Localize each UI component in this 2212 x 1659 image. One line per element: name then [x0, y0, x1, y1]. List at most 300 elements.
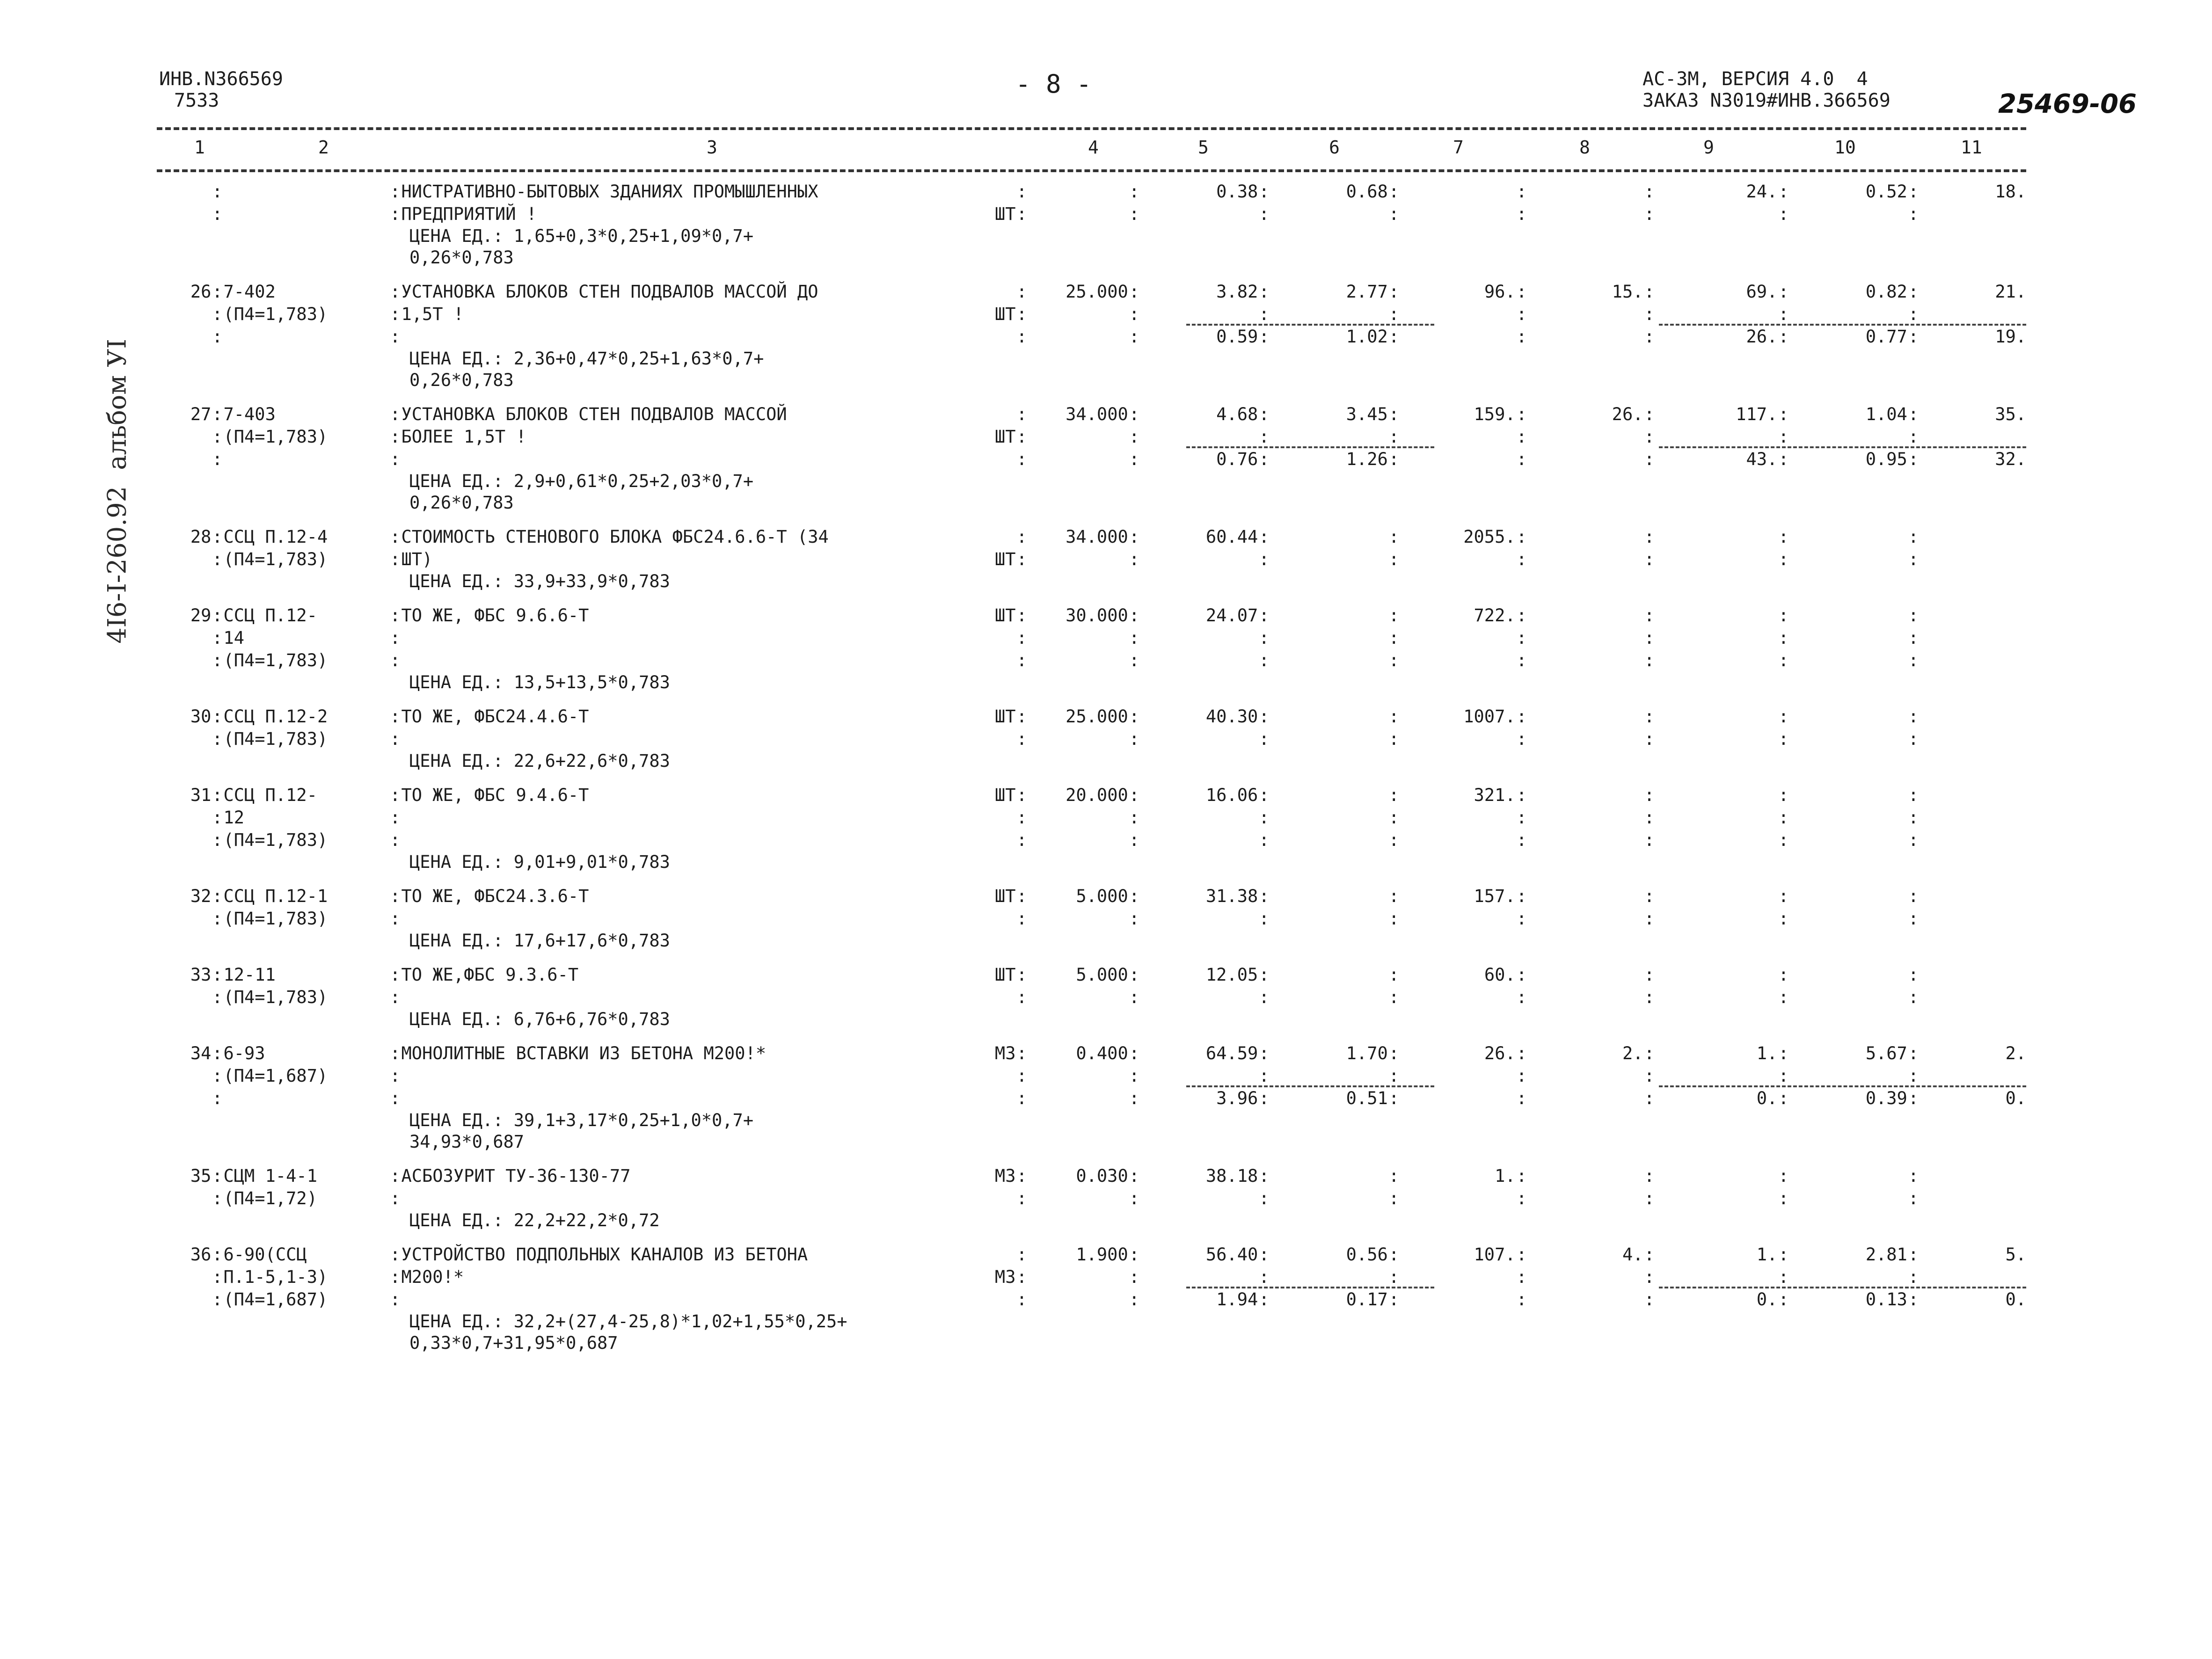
work-description: [401, 829, 981, 851]
column-separator: :: [390, 449, 401, 469]
value-col-7: [1400, 1087, 1516, 1110]
column-separator: :: [1778, 785, 1789, 805]
norm-code: 14: [223, 628, 245, 648]
column-separator: :: [212, 987, 223, 1007]
value-col-5: [1140, 203, 1258, 226]
column-separator: :: [1129, 204, 1139, 224]
column-separator: :: [1016, 1088, 1027, 1108]
norm-code: [223, 326, 389, 348]
value-col-10: 0.13: [1865, 1289, 1907, 1310]
column-separator: :: [1129, 327, 1139, 347]
table-row-line: [157, 829, 2026, 851]
column-separator: :: [1259, 605, 1270, 626]
top-rule: [157, 127, 2026, 130]
column-separator: :: [1016, 1289, 1027, 1310]
row-number: 27: [190, 404, 212, 424]
value-col-8: [1528, 526, 1643, 548]
value-col-5: 4.68: [1216, 404, 1258, 424]
column-separator: :: [1016, 1267, 1027, 1287]
column-header-10: 10: [1834, 137, 1856, 158]
value-col-8: [1528, 303, 1643, 326]
column-separator: :: [212, 449, 223, 469]
column-separator: :: [1129, 965, 1139, 985]
column-separator: :: [1516, 1043, 1527, 1063]
column-separator: :: [1259, 327, 1270, 347]
subtotal-rule-right: [1659, 446, 2026, 448]
column-separator: :: [1516, 527, 1527, 547]
column-separator: :: [1259, 204, 1270, 224]
column-separator: :: [390, 965, 401, 985]
work-description: [401, 986, 981, 1009]
value-col-7: [1400, 1065, 1516, 1087]
norm-code: (П4=1,783): [223, 650, 328, 670]
column-separator: :: [1644, 1166, 1655, 1186]
column-separator: :: [1259, 1244, 1270, 1265]
value-col-4: [1028, 426, 1128, 448]
column-separator: :: [390, 549, 401, 569]
value-col-9: [1656, 548, 1778, 571]
norm-code: ССЦ П.12-: [223, 605, 317, 626]
unit-of-measure: [981, 1244, 1016, 1266]
column-separator: :: [1778, 1244, 1789, 1265]
column-separator: :: [1516, 1088, 1527, 1108]
column-separator: :: [1129, 886, 1139, 906]
column-separator: :: [1388, 605, 1399, 626]
column-separator: :: [1778, 427, 1789, 447]
column-separator: :: [1388, 830, 1399, 850]
column-separator: :: [1016, 628, 1027, 648]
column-separator: :: [1778, 1043, 1789, 1063]
column-separator: :: [1644, 706, 1655, 727]
value-col-11: 0.: [2005, 1088, 2027, 1108]
unit-of-measure: [981, 326, 1016, 348]
value-col-8: [1528, 908, 1643, 930]
unit-of-measure: [981, 807, 1016, 829]
subtotal-rule-right: [1659, 324, 2026, 326]
column-separator: :: [1516, 1066, 1527, 1086]
value-col-11: [1920, 426, 2026, 448]
value-col-9: [1656, 627, 1778, 649]
norm-code: 7-402: [223, 282, 276, 302]
column-header-8: 8: [1579, 137, 1590, 158]
work-description: УСТРОЙСТВО ПОДПОЛЬНЫХ КАНАЛОВ ИЗ БЕТОНА: [401, 1244, 808, 1265]
norm-code: ССЦ П.12-1: [223, 886, 328, 906]
column-separator: :: [1259, 1188, 1270, 1208]
column-separator: :: [212, 706, 223, 727]
unit-of-measure: [981, 649, 1016, 672]
column-separator: :: [1016, 830, 1027, 850]
work-description: [401, 807, 981, 829]
norm-code: 12-11: [223, 965, 276, 985]
column-separator: :: [1644, 404, 1655, 424]
value-col-6: 0.17: [1346, 1289, 1388, 1310]
column-separator: :: [1778, 182, 1789, 202]
column-separator: :: [1644, 628, 1655, 648]
subtotal-rule-left: [1186, 1085, 1434, 1087]
value-col-11: 21.: [1995, 282, 2027, 302]
column-separator: :: [1259, 449, 1270, 469]
row-number: 33: [190, 965, 212, 985]
work-description: [401, 1187, 981, 1210]
value-col-9: [1656, 829, 1778, 851]
unit-price-formula: ЦЕНА ЕД.: 22,6+22,6*0,783: [409, 751, 670, 771]
value-col-8: [1528, 986, 1643, 1009]
column-separator: :: [1778, 650, 1789, 670]
unit-of-measure: М3: [994, 1166, 1016, 1186]
column-separator: :: [1516, 965, 1527, 985]
column-separator: :: [1129, 527, 1139, 547]
column-separator: :: [1016, 1166, 1027, 1186]
column-separator: :: [1778, 404, 1789, 424]
column-separator: :: [390, 204, 401, 224]
value-col-6: 1.26: [1346, 449, 1388, 469]
table-row-line: [157, 448, 2026, 471]
column-separator: :: [1259, 1043, 1270, 1063]
column-separator: :: [1908, 449, 1919, 469]
table-row-line: [157, 1244, 2026, 1266]
value-col-5: 3.96: [1216, 1088, 1258, 1108]
value-col-6: [1270, 627, 1387, 649]
value-col-9: [1656, 964, 1778, 986]
unit-of-measure: ШТ: [994, 706, 1016, 727]
value-col-11: [1920, 604, 2026, 627]
value-col-7: [1400, 807, 1516, 829]
value-col-9: [1656, 885, 1778, 908]
column-separator: :: [1908, 304, 1919, 324]
column-separator: :: [1259, 785, 1270, 805]
column-separator: :: [390, 628, 401, 648]
unit-price-formula: ЦЕНА ЕД.: 13,5+13,5*0,783: [409, 672, 670, 692]
unit-of-measure: [981, 728, 1016, 750]
value-col-6: [1270, 548, 1387, 571]
value-col-6: [1270, 986, 1387, 1009]
norm-code: (П4=1,687): [223, 1289, 328, 1310]
table-row-line: [157, 548, 2026, 571]
column-separator: :: [1516, 886, 1527, 906]
value-col-10: [1789, 706, 1907, 728]
column-separator: :: [212, 1088, 223, 1108]
norm-code: [223, 181, 389, 203]
row-number: [157, 1266, 211, 1288]
unit-of-measure: ШТ: [994, 965, 1016, 985]
column-separator: :: [1388, 1066, 1399, 1086]
column-separator: :: [1908, 182, 1919, 202]
column-separator: :: [1129, 628, 1139, 648]
value-col-11: 18.: [1995, 182, 2027, 202]
column-separator: :: [1129, 1289, 1139, 1310]
norm-code: (П4=1,783): [223, 549, 328, 569]
table-row-line: [157, 908, 2026, 930]
column-separator: :: [1778, 204, 1789, 224]
column-separator: :: [1388, 182, 1399, 202]
table-row-line: [157, 526, 2026, 548]
column-separator: :: [1778, 1088, 1789, 1108]
unit-of-measure: [981, 908, 1016, 930]
column-separator: :: [1516, 1267, 1527, 1287]
column-separator: :: [1644, 427, 1655, 447]
table-row-line: [157, 649, 2026, 672]
column-separator: :: [1778, 886, 1789, 906]
value-col-10: 0.95: [1865, 449, 1907, 469]
norm-code: (П4=1,687): [223, 1066, 328, 1086]
column-separator: :: [1388, 628, 1399, 648]
value-col-6: [1270, 426, 1387, 448]
value-col-10: [1789, 1187, 1907, 1210]
value-col-9: [1656, 649, 1778, 672]
row-number: [157, 448, 211, 471]
column-separator: :: [1644, 327, 1655, 347]
value-col-11: [1920, 885, 2026, 908]
value-col-4: 20.000: [1066, 785, 1128, 805]
work-description: [401, 627, 981, 649]
page-number: - 8 -: [1015, 69, 1092, 99]
unit-price-formula: ЦЕНА ЕД.: 32,2+(27,4-25,8)*1,02+1,55*0,25+: [409, 1311, 847, 1332]
work-description: ТО ЖЕ,ФБС 9.3.6-Т: [401, 965, 579, 985]
table-row-line: [157, 181, 2026, 203]
value-col-10: [1789, 829, 1907, 851]
row-number: 29: [190, 605, 212, 626]
column-separator: :: [1644, 808, 1655, 828]
value-col-7: [1400, 326, 1516, 348]
value-col-11: [1920, 526, 2026, 548]
column-separator: :: [1388, 1188, 1399, 1208]
column-separator: :: [1388, 886, 1399, 906]
value-col-5: 60.44: [1205, 527, 1258, 547]
column-separator: :: [1016, 1244, 1027, 1265]
value-col-9: [1656, 908, 1778, 930]
column-separator: :: [1259, 304, 1270, 324]
column-separator: :: [1778, 628, 1789, 648]
column-separator: :: [1644, 1244, 1655, 1265]
column-separator: :: [1129, 282, 1139, 302]
unit-price-formula: ЦЕНА ЕД.: 1,65+0,3*0,25+1,09*0,7+: [409, 226, 754, 246]
column-separator: :: [1516, 427, 1527, 447]
unit-of-measure: [981, 403, 1016, 426]
work-description: [401, 326, 981, 348]
row-number: [157, 1065, 211, 1087]
value-col-6: [1270, 1065, 1387, 1087]
column-separator: :: [390, 327, 401, 347]
column-separator: :: [390, 282, 401, 302]
column-separator: :: [1908, 1088, 1919, 1108]
table-row-line: [157, 1266, 2026, 1288]
value-col-9: 26.: [1746, 327, 1778, 347]
value-col-11: 0.: [2005, 1289, 2027, 1310]
norm-code: (П4=1,783): [223, 909, 328, 929]
value-col-9: [1656, 1165, 1778, 1187]
column-separator: :: [1644, 886, 1655, 906]
norm-code: (П4=1,783): [223, 729, 328, 749]
row-number: [157, 908, 211, 930]
column-separator: :: [212, 1267, 223, 1287]
row-number: [157, 303, 211, 326]
unit-of-measure: [981, 448, 1016, 471]
column-separator: :: [390, 1188, 401, 1208]
row-number: [157, 548, 211, 571]
column-separator: :: [1259, 729, 1270, 749]
row-number: 35: [190, 1166, 212, 1186]
norm-code: [223, 1087, 389, 1110]
value-col-7: [1400, 728, 1516, 750]
column-separator: :: [390, 605, 401, 626]
unit-of-measure: ШТ: [994, 886, 1016, 906]
value-col-6: [1270, 829, 1387, 851]
value-col-8: [1528, 1065, 1643, 1087]
column-separator: :: [1388, 1244, 1399, 1265]
column-separator: :: [212, 1066, 223, 1086]
value-col-10: [1789, 627, 1907, 649]
column-separator: :: [390, 1066, 401, 1086]
value-col-11: [1920, 908, 2026, 930]
column-separator: :: [1908, 1267, 1919, 1287]
column-separator: :: [1388, 808, 1399, 828]
subtotal-rule-left: [1186, 446, 1434, 448]
work-description: [401, 448, 981, 471]
column-separator: :: [1016, 282, 1027, 302]
norm-code: 7-403: [223, 404, 276, 424]
value-col-11: [1920, 548, 2026, 571]
work-description: АСБОЗУРИТ ТУ-36-130-77: [401, 1166, 631, 1186]
value-col-7: [1400, 986, 1516, 1009]
column-separator: :: [1908, 204, 1919, 224]
side-album-label: 4I6-I-260.92 альбом УI: [102, 339, 132, 644]
column-separator: :: [1778, 605, 1789, 626]
column-separator: :: [1516, 304, 1527, 324]
norm-code: (П4=1,783): [223, 427, 328, 447]
value-col-4: [1028, 908, 1128, 930]
unit-price-formula: 0,26*0,783: [409, 493, 514, 513]
column-separator: :: [1516, 404, 1527, 424]
value-col-8: [1528, 203, 1643, 226]
table-row-line: [157, 1187, 2026, 1210]
value-col-8: [1528, 604, 1643, 627]
column-separator: :: [1516, 706, 1527, 727]
value-col-4: [1028, 548, 1128, 571]
value-col-6: [1270, 203, 1387, 226]
column-separator: :: [212, 909, 223, 929]
column-separator: :: [212, 729, 223, 749]
value-col-5: 24.07: [1205, 605, 1258, 626]
column-separator: :: [1129, 706, 1139, 727]
column-separator: :: [1644, 1043, 1655, 1063]
value-col-4: 1.900: [1076, 1244, 1128, 1265]
column-separator: :: [1016, 605, 1027, 626]
column-separator: :: [1129, 182, 1139, 202]
value-col-10: [1789, 548, 1907, 571]
work-description: БОЛЕЕ 1,5Т !: [401, 427, 526, 447]
column-separator: :: [1908, 830, 1919, 850]
column-separator: :: [1644, 785, 1655, 805]
column-separator: :: [1129, 729, 1139, 749]
work-description: СТОИМОСТЬ СТЕНОВОГО БЛОКА ФБС24.6.6-Т (34: [401, 527, 829, 547]
column-separator: :: [1908, 1166, 1919, 1186]
column-separator: :: [1644, 830, 1655, 850]
value-col-11: 5.: [2005, 1244, 2027, 1265]
value-col-7: 107.: [1474, 1244, 1516, 1265]
work-description: МОНОЛИТНЫЕ ВСТАВКИ ИЗ БЕТОНА М200!*: [401, 1043, 767, 1063]
value-col-11: [1920, 1165, 2026, 1187]
column-separator: :: [1259, 808, 1270, 828]
column-separator: :: [1644, 182, 1655, 202]
column-separator: :: [390, 909, 401, 929]
unit-of-measure: [981, 1065, 1016, 1087]
table-row-line: [157, 807, 2026, 829]
column-separator: :: [1129, 1188, 1139, 1208]
value-col-5: [1140, 548, 1258, 571]
value-col-10: [1789, 426, 1907, 448]
column-separator: :: [1259, 965, 1270, 985]
column-separator: :: [1908, 605, 1919, 626]
unit-of-measure: [981, 1288, 1016, 1311]
unit-price-formula: ЦЕНА ЕД.: 6,76+6,76*0,783: [409, 1009, 670, 1029]
column-separator: :: [1908, 549, 1919, 569]
work-description: НИСТРАТИВНО-БЫТОВЫХ ЗДАНИЯХ ПРОМЫШЛЕННЫХ: [401, 182, 818, 202]
value-col-4: 5.000: [1076, 965, 1128, 985]
column-separator: :: [1516, 449, 1527, 469]
value-col-6: 2.77: [1346, 282, 1388, 302]
column-separator: :: [1644, 965, 1655, 985]
row-number: [157, 426, 211, 448]
row-number: 28: [190, 527, 212, 547]
column-separator: :: [1259, 706, 1270, 727]
column-separator: :: [1129, 987, 1139, 1007]
column-separator: :: [212, 965, 223, 985]
table-row-line: [157, 964, 2026, 986]
value-col-8: [1528, 784, 1643, 807]
work-description: УСТАНОВКА БЛОКОВ СТЕН ПОДВАЛОВ МАССОЙ: [401, 404, 787, 424]
work-description: ПРЕДПРИЯТИЙ !: [401, 204, 537, 224]
column-separator: :: [1259, 182, 1270, 202]
norm-code: ССЦ П.12-: [223, 785, 317, 805]
column-separator: :: [1778, 965, 1789, 985]
value-col-4: [1028, 1187, 1128, 1210]
value-col-6: [1270, 1187, 1387, 1210]
unit-price-formula: ЦЕНА ЕД.: 33,9+33,9*0,783: [409, 571, 670, 591]
value-col-10: [1789, 784, 1907, 807]
column-separator: :: [390, 1289, 401, 1310]
value-col-4: 0.400: [1076, 1043, 1128, 1063]
column-separator: :: [1259, 282, 1270, 302]
table-row-line: [157, 604, 2026, 627]
value-col-9: 43.: [1746, 449, 1778, 469]
row-number: 26: [190, 282, 212, 302]
norm-code: 6-93: [223, 1043, 265, 1063]
value-col-8: [1528, 1165, 1643, 1187]
value-col-11: [1920, 807, 2026, 829]
column-separator: :: [1259, 987, 1270, 1007]
column-separator: :: [1388, 204, 1399, 224]
column-separator: :: [1388, 404, 1399, 424]
column-separator: :: [390, 830, 401, 850]
row-number: [157, 829, 211, 851]
value-col-5: [1140, 728, 1258, 750]
column-separator: :: [1908, 987, 1919, 1007]
value-col-7: [1400, 448, 1516, 471]
value-col-7: [1400, 1266, 1516, 1288]
value-col-5: [1140, 829, 1258, 851]
value-col-10: 5.67: [1865, 1043, 1907, 1063]
value-col-8: [1528, 829, 1643, 851]
value-col-11: [1920, 1187, 2026, 1210]
column-separator: :: [1778, 527, 1789, 547]
value-col-4: 34.000: [1066, 404, 1128, 424]
value-col-6: 0.51: [1346, 1088, 1388, 1108]
value-col-9: [1656, 807, 1778, 829]
column-separator: :: [1516, 1166, 1527, 1186]
column-separator: :: [1016, 527, 1027, 547]
column-separator: :: [212, 427, 223, 447]
column-separator: :: [1129, 304, 1139, 324]
